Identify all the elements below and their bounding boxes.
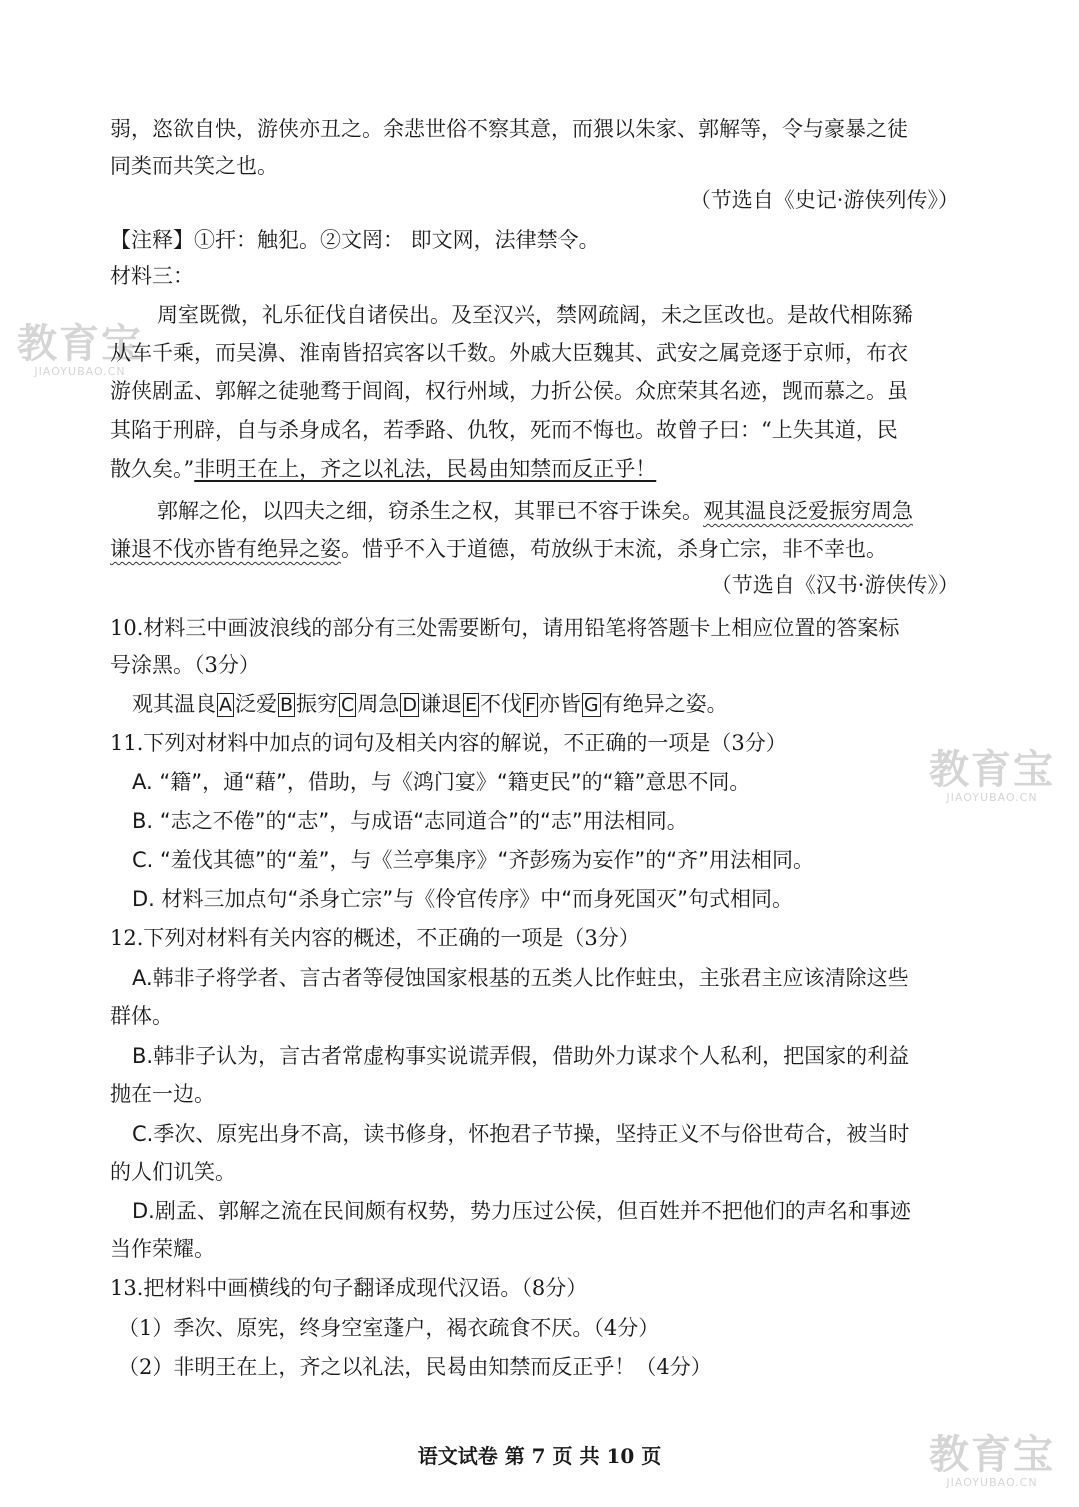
sub-question-2: （2）非明王在上，齐之以礼法，民曷由知禁而反正乎！（4分） — [118, 1355, 712, 1379]
text-line: 周室既微，礼乐征伐自诸侯出。及至汉兴，禁网疏阔，未之匡改也。是故代相陈豨 — [157, 303, 913, 327]
watermark-logo — [912, 748, 1072, 804]
option-c: C. “羞伐其德”的“羞”，与《兰亭集序》“齐彭殇为妄作”的“齐”用法相同。 — [132, 848, 815, 872]
sub-question-1: （1）季次、原宪，终身空室蓬户，褐衣疏食不厌。（4分） — [118, 1316, 660, 1340]
question-10-stem: 10.材料三中画波浪线的部分有三处需要断句，请用铅笔将答题卡上相应位置的答案标 — [110, 616, 900, 640]
option-a: A. “籍”，通“藉”，借助，与《鸿门宴》“籍吏民”的“籍”意思不同。 — [132, 770, 751, 794]
watermark-url: JIAOYUBAO.CN — [946, 791, 1038, 804]
option-b: B.韩非子认为，言古者常虚构事实说谎弄假，借助外力谋求个人私利，把国家的利益 — [132, 1044, 910, 1068]
watermark-brand: 教育宝 — [929, 747, 1055, 793]
option-c-cont: 的人们讥笑。 — [110, 1160, 236, 1184]
option-d-cont: 当作荣耀。 — [110, 1237, 215, 1261]
answer-box-d[interactable]: D — [402, 694, 417, 716]
sentence-segment: 周急 — [357, 692, 400, 716]
text-line — [110, 535, 887, 563]
text-line: 其陷于刑辟，自与杀身成名，若季路、仇牧，死而不悔也。故曾子曰：“上失其道，民 — [110, 418, 898, 442]
answer-box-g[interactable]: G — [583, 694, 599, 716]
option-c: C.季次、原宪出身不高，读书修身，怀抱君子节操，坚持正义不与俗世苟合，被当时 — [132, 1122, 910, 1146]
wavy-underlined-text: 谦退不伐亦皆有绝异之姿 — [110, 537, 341, 561]
sentence-segment: 观其温良 — [132, 692, 216, 716]
text-segment: 。惜乎不入于道德，苟放纵于末流，杀身亡宗，非不幸也。 — [341, 537, 887, 561]
wavy-underlined-text: 观其温良泛爱振穷周急 — [703, 499, 913, 523]
underlined-sentence: 非明王在上，齐之以礼法，民曷由知禁而反正乎！ — [194, 457, 657, 481]
watermark-brand: 教育宝 — [929, 1432, 1055, 1478]
material-heading: 材料三： — [110, 264, 194, 288]
source-citation: （节选自《史记·游侠列传》） — [689, 188, 959, 212]
text-line — [110, 455, 656, 483]
text-line: 从车千乘，而吴濞、淮南皆招宾客以千数。外戚大臣魏其、武安之属竞逐于京师，布衣 — [110, 341, 908, 365]
sentence-segment: 亦皆 — [538, 692, 581, 716]
watermark-brand: 教育宝 — [17, 321, 143, 367]
option-d: D. 材料三加点句“杀身亡宗”与《伶官传序》中“而身死国灭”句式相同。 — [132, 887, 794, 911]
sentence-segment: 不伐 — [479, 692, 522, 716]
answer-box-e[interactable]: E — [464, 694, 477, 716]
sentence-segment: 泛爱 — [235, 692, 277, 716]
sentence-segment: 谦退 — [419, 692, 462, 716]
text-segment: 郭解之伦，以四夫之细，窃杀生之权，其罪已不容于诛矣。 — [157, 499, 703, 523]
option-d: D.剧孟、郭解之流在民间颇有权势，势力压过公侯，但百姓并不把他们的声名和事迹 — [132, 1199, 911, 1223]
text-line: 同类而共笑之也。 — [110, 154, 278, 178]
answer-box-b[interactable]: B — [280, 694, 294, 716]
text-line: 游侠剧孟、郭解之徒驰骛于闾阎，权行州域，力折公侯。众庶荣其名迹，觊而慕之。虽 — [110, 379, 908, 403]
annotation: 【注释】①扞：触犯。②文罔： 即文网，法律禁令。 — [110, 228, 600, 252]
sentence-segment: 有绝异之姿。 — [601, 692, 728, 716]
option-a: A.韩非子将学者、言古者等侵蚀国家根基的五类人比作蛀虫，主张君主应该清除这些 — [132, 966, 909, 990]
page-footer: 语文试卷 第 7 页 共 10 页 — [417, 1444, 662, 1468]
source-citation: （节选自《汉书·游侠传》） — [710, 573, 959, 597]
question-11-stem: 11.下列对材料中加点的词句及相关内容的解说，不正确的一项是（3分） — [110, 731, 787, 755]
question-10-sentence — [132, 690, 728, 718]
answer-box-c[interactable]: C — [341, 694, 355, 716]
answer-box-f[interactable]: F — [524, 694, 536, 716]
text-line: 弱，恣欲自快，游侠亦丑之。余悲世俗不察其意，而猥以朱家、郭解等，令与豪暴之徒 — [110, 117, 908, 141]
question-12-stem: 12.下列对材料有关内容的概述，不正确的一项是（3分） — [110, 926, 640, 950]
option-b: B. “志之不倦”的“志”，与成语“志同道合”的“志”用法相同。 — [132, 809, 688, 833]
watermark-url: JIAOYUBAO.CN — [946, 1476, 1038, 1489]
question-10-stem-cont: 号涂黑。（3分） — [110, 653, 260, 677]
sentence-segment: 振穷 — [296, 692, 339, 716]
text-segment: 散久矣。” — [110, 457, 195, 481]
watermark-url: JIAOYUBAO.CN — [34, 365, 126, 378]
question-13-stem: 13.把材料中画横线的句子翻译成现代汉语。（8分） — [110, 1276, 588, 1300]
option-b-cont: 抛在一边。 — [110, 1082, 215, 1106]
text-line — [157, 497, 913, 525]
option-a-cont: 群体。 — [110, 1004, 173, 1028]
answer-box-a[interactable]: A — [219, 694, 232, 716]
